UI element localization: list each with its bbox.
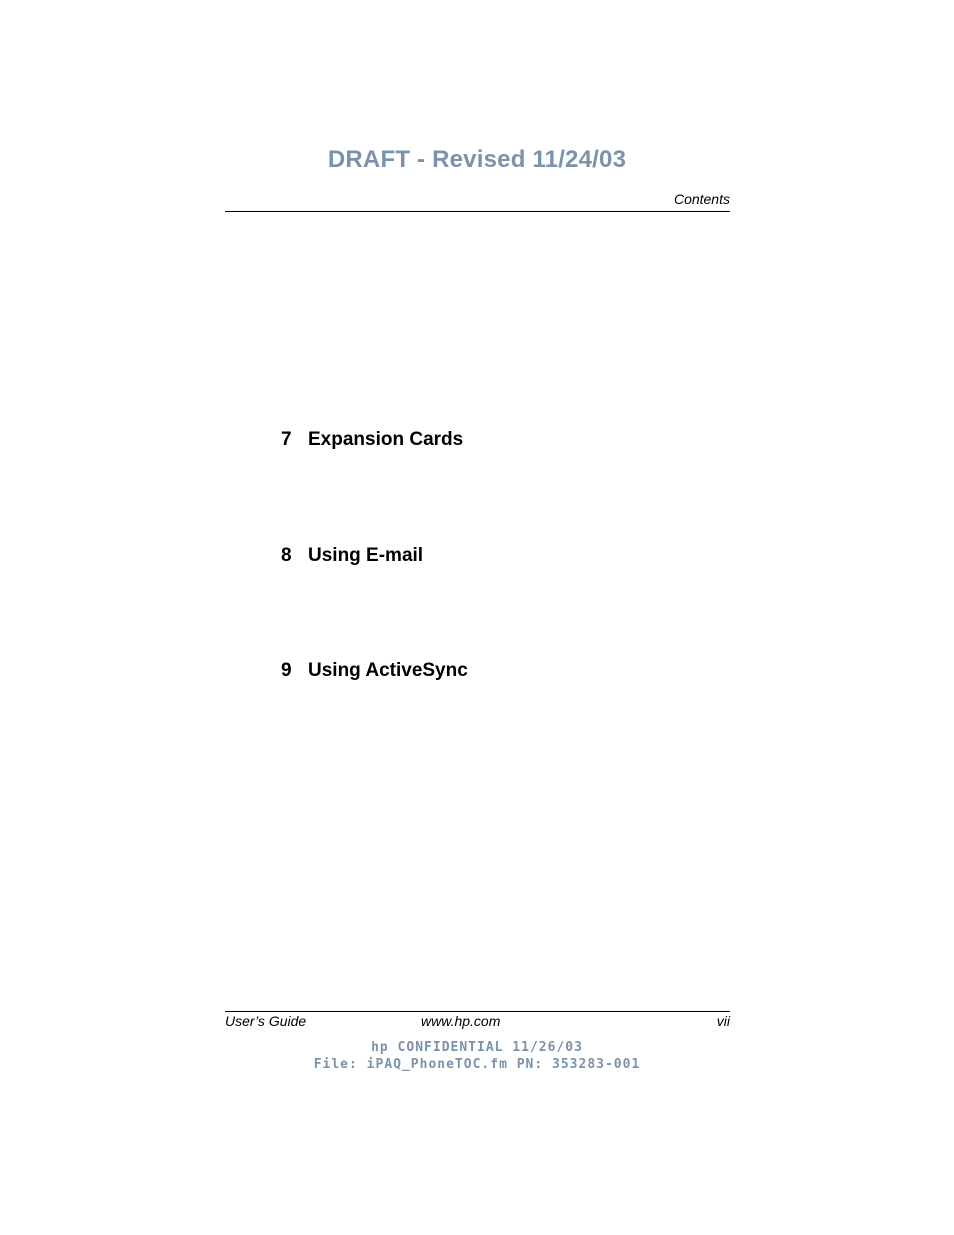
footer-rule (225, 1011, 730, 1012)
chapter-number: 8 (281, 545, 292, 566)
chapter-title: Expansion Cards (308, 429, 464, 450)
chapter-number: 7 (281, 429, 292, 450)
toc-entry-chapter-8[interactable] (281, 545, 423, 567)
file-info: File: iPAQ_PhoneTOC.fm PN: 353283-001 (313, 1057, 641, 1072)
header-rule (225, 211, 730, 212)
chapter-title: Using ActiveSync (308, 660, 468, 681)
draft-banner: DRAFT - Revised 11/24/03 (327, 146, 627, 173)
chapter-number: 9 (281, 660, 292, 681)
toc-entry-chapter-9[interactable] (281, 660, 468, 682)
footer-page-number: vii (716, 1013, 730, 1029)
toc-entry-chapter-7[interactable] (281, 429, 463, 451)
footer-guide-title: User’s Guide (225, 1013, 307, 1029)
running-head: Contents (673, 191, 730, 207)
chapter-title: Using E-mail (308, 545, 424, 566)
footer-website: www.hp.com (421, 1013, 501, 1029)
confidential-notice: hp CONFIDENTIAL 11/26/03 (371, 1040, 583, 1055)
